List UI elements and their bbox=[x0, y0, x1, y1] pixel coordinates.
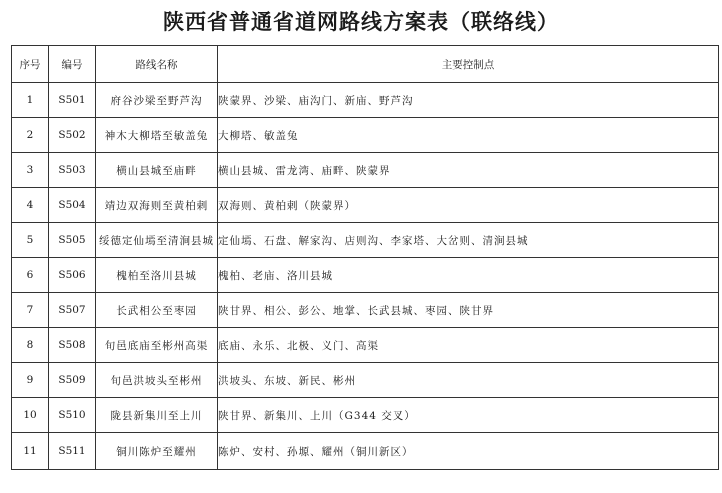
row-code: S510 bbox=[49, 398, 96, 433]
table-row bbox=[12, 83, 719, 118]
row-index: 8 bbox=[12, 328, 49, 363]
table-row bbox=[12, 118, 719, 153]
table-row bbox=[12, 153, 719, 188]
header-control-points: 主要控制点 bbox=[218, 46, 719, 83]
table-header-row bbox=[12, 46, 719, 83]
row-code: S504 bbox=[49, 188, 96, 223]
row-control-points: 定仙墕、石盘、解家沟、店则沟、李家塔、大岔则、清涧县城 bbox=[218, 223, 719, 258]
row-index: 7 bbox=[12, 293, 49, 328]
row-route-name: 陇县新集川至上川 bbox=[96, 398, 218, 433]
row-code: S509 bbox=[49, 363, 96, 398]
header-index: 序号 bbox=[12, 46, 49, 83]
row-code: S503 bbox=[49, 153, 96, 188]
page-title: 陕西省普通省道网路线方案表（联络线） bbox=[163, 9, 559, 34]
row-index: 5 bbox=[12, 223, 49, 258]
row-control-points: 大柳塔、敏盖兔 bbox=[218, 118, 719, 153]
row-control-points: 槐柏、老庙、洛川县城 bbox=[218, 258, 719, 293]
table-row bbox=[12, 433, 719, 470]
row-control-points: 洪坡头、东坡、新民、彬州 bbox=[218, 363, 719, 398]
row-route-name: 长武相公至枣园 bbox=[96, 293, 218, 328]
row-control-points: 底庙、永乐、北极、义门、高渠 bbox=[218, 328, 719, 363]
row-control-points: 陈炉、安村、孙塬、耀州（铜川新区） bbox=[218, 433, 719, 470]
row-route-name: 绥德定仙墕至清涧县城 bbox=[96, 223, 218, 258]
row-control-points: 双海则、黄柏剌（陕蒙界） bbox=[218, 188, 719, 223]
row-code: S508 bbox=[49, 328, 96, 363]
table-row bbox=[12, 223, 719, 258]
row-code: S505 bbox=[49, 223, 96, 258]
row-code: S506 bbox=[49, 258, 96, 293]
row-code: S507 bbox=[49, 293, 96, 328]
row-route-name: 横山县城至庙畔 bbox=[96, 153, 218, 188]
table-row bbox=[12, 328, 719, 363]
row-index: 6 bbox=[12, 258, 49, 293]
row-index: 9 bbox=[12, 363, 49, 398]
row-code: S511 bbox=[49, 433, 96, 470]
table-row bbox=[12, 398, 719, 433]
row-route-name: 旬邑底庙至彬州高渠 bbox=[96, 328, 218, 363]
row-index: 3 bbox=[12, 153, 49, 188]
row-route-name: 槐柏至洛川县城 bbox=[96, 258, 218, 293]
table-row bbox=[12, 363, 719, 398]
row-route-name: 铜川陈炉至耀州 bbox=[96, 433, 218, 470]
row-control-points: 陕甘界、相公、彭公、地掌、长武县城、枣园、陕甘界 bbox=[218, 293, 719, 328]
row-control-points: 陕甘界、新集川、上川（G344 交叉） bbox=[218, 398, 719, 433]
row-control-points: 横山县城、雷龙湾、庙畔、陕蒙界 bbox=[218, 153, 719, 188]
table-row bbox=[12, 258, 719, 293]
row-index: 2 bbox=[12, 118, 49, 153]
route-table bbox=[11, 45, 719, 470]
table-row bbox=[12, 188, 719, 223]
row-route-name: 旬邑洪坡头至彬州 bbox=[96, 363, 218, 398]
header-code: 编号 bbox=[49, 46, 96, 83]
row-index: 4 bbox=[12, 188, 49, 223]
row-route-name: 靖边双海则至黄柏剌 bbox=[96, 188, 218, 223]
row-index: 10 bbox=[12, 398, 49, 433]
row-index: 11 bbox=[12, 433, 49, 470]
row-route-name: 府谷沙梁至野芦沟 bbox=[96, 83, 218, 118]
row-route-name: 神木大柳塔至敏盖兔 bbox=[96, 118, 218, 153]
row-index: 1 bbox=[12, 83, 49, 118]
row-code: S501 bbox=[49, 83, 96, 118]
row-code: S502 bbox=[49, 118, 96, 153]
header-route-name: 路线名称 bbox=[96, 46, 218, 83]
row-control-points: 陕蒙界、沙梁、庙沟门、新庙、野芦沟 bbox=[218, 83, 719, 118]
table-row bbox=[12, 293, 719, 328]
